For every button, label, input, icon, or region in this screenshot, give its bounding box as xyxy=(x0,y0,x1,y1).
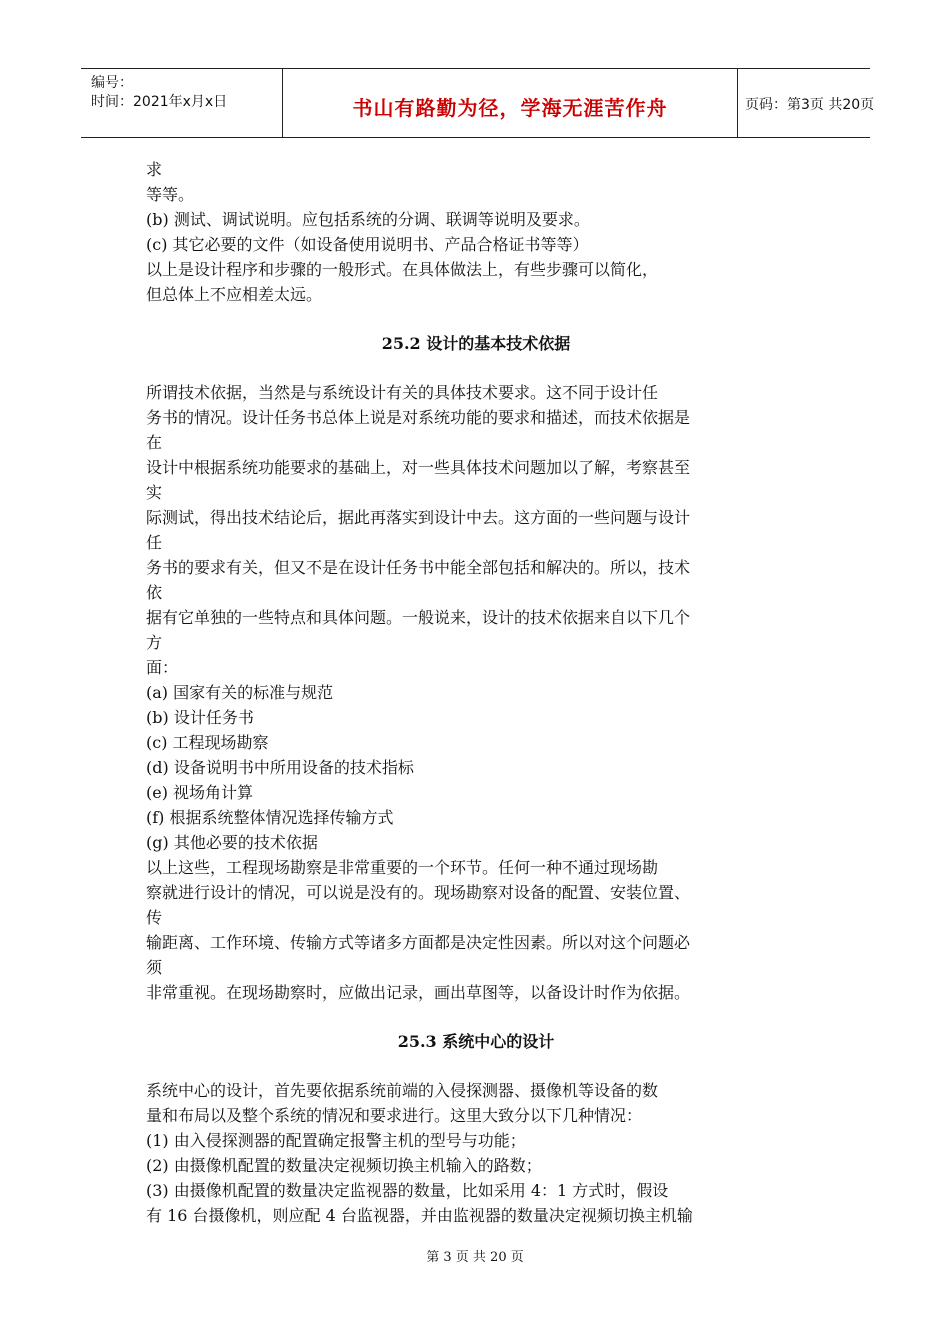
text-line: 等等。 xyxy=(146,185,195,204)
page-footer: 第 3 页 共 20 页 xyxy=(426,1250,524,1265)
text-line: 面： xyxy=(146,658,179,677)
text-line: (d) 设备说明书中所用设备的技术指标 xyxy=(146,758,414,777)
motto-text: 书山有路勤为径，学海无涯苦作舟 xyxy=(352,96,668,120)
text-line: 方 xyxy=(146,633,163,652)
text-line: (c) 其它必要的文件（如设备使用说明书、产品合格证书等等） xyxy=(146,235,589,254)
paragraph-group-c xyxy=(146,1078,806,1228)
document-body xyxy=(146,157,806,1228)
text-line: (a) 国家有关的标准与规范 xyxy=(146,683,334,702)
header-motto-cell xyxy=(282,69,738,137)
page-info: 页码：第3页 共20页 xyxy=(745,97,875,113)
section-heading-25-2: 25.2 设计的基本技术依据 xyxy=(381,334,571,353)
text-line: 以上是设计程序和步骤的一般形式。在具体做法上，有些步骤可以简化， xyxy=(146,260,659,279)
text-line: 设计中根据系统功能要求的基础上，对一些具体技术问题加以了解，考察甚至 xyxy=(146,458,691,477)
text-line: (f) 根据系统整体情况选择传输方式 xyxy=(146,808,394,827)
time-label: 时间：2021年x月x日 xyxy=(91,94,228,110)
text-line: 求 xyxy=(146,160,163,179)
text-line: 依 xyxy=(146,583,163,602)
number-label: 编号： xyxy=(91,75,133,91)
text-line: 务书的情况。设计任务书总体上说是对系统功能的要求和描述，而技术依据是 xyxy=(146,408,691,427)
text-line: 任 xyxy=(146,533,163,552)
text-line: 际测试，得出技术结论后，据此再落实到设计中去。这方面的一些问题与设计 xyxy=(146,508,691,527)
header-left-cell xyxy=(81,69,281,137)
text-line: (b) 设计任务书 xyxy=(146,708,254,727)
text-line: 量和布局以及整个系统的情况和要求进行。这里大致分以下几种情况： xyxy=(146,1106,643,1125)
text-line: 有 16 台摄像机，则应配 4 台监视器，并由监视器的数量决定视频切换主机输 xyxy=(146,1206,693,1225)
text-line: 非常重视。在现场勘察时，应做出记录，画出草图等，以备设计时作为依据。 xyxy=(146,983,691,1002)
text-line: 在 xyxy=(146,433,163,452)
text-line: 系统中心的设计，首先要依据系统前端的入侵探测器、摄像机等设备的数 xyxy=(146,1081,659,1100)
text-line: 务书的要求有关，但又不是在设计任务书中能全部包括和解决的。所以，技术 xyxy=(146,558,691,577)
paragraph-group-a xyxy=(146,157,806,307)
text-line: (e) 视场角计算 xyxy=(146,783,254,802)
text-line: 输距离、工作环境、传输方式等诸多方面都是决定性因素。所以对这个问题必 xyxy=(146,933,691,952)
text-line: (g) 其他必要的技术依据 xyxy=(146,833,318,852)
text-line: (b) 测试、调试说明。应包括系统的分调、联调等说明及要求。 xyxy=(146,210,590,229)
text-line: 以上这些，工程现场勘察是非常重要的一个环节。任何一种不通过现场勘 xyxy=(146,858,659,877)
header-right-cell xyxy=(737,69,875,137)
text-line: 察就进行设计的情况，可以说是没有的。现场勘察对设备的配置、安装位置、 xyxy=(146,883,691,902)
text-line: 但总体上不应相差太远。 xyxy=(146,285,323,304)
page-header xyxy=(81,68,875,138)
text-line: 须 xyxy=(146,958,163,977)
text-line: 据有它单独的一些特点和具体问题。一般说来，设计的技术依据来自以下几个 xyxy=(146,608,691,627)
text-line: (1) 由入侵探测器的配置确定报警主机的型号与功能； xyxy=(146,1131,526,1150)
text-line: 传 xyxy=(146,908,163,927)
text-line: (2) 由摄像机配置的数量决定视频切换主机输入的路数； xyxy=(146,1156,542,1175)
text-line: 实 xyxy=(146,483,163,502)
text-line: (c) 工程现场勘察 xyxy=(146,733,269,752)
paragraph-group-b xyxy=(146,380,806,1005)
text-line: (3) 由摄像机配置的数量决定监视器的数量，比如采用 4：1 方式时，假设 xyxy=(146,1181,669,1200)
text-line: 所谓技术依据，当然是与系统设计有关的具体技术要求。这不同于设计任 xyxy=(146,383,659,402)
section-heading-25-3: 25.3 系统中心的设计 xyxy=(397,1032,555,1051)
